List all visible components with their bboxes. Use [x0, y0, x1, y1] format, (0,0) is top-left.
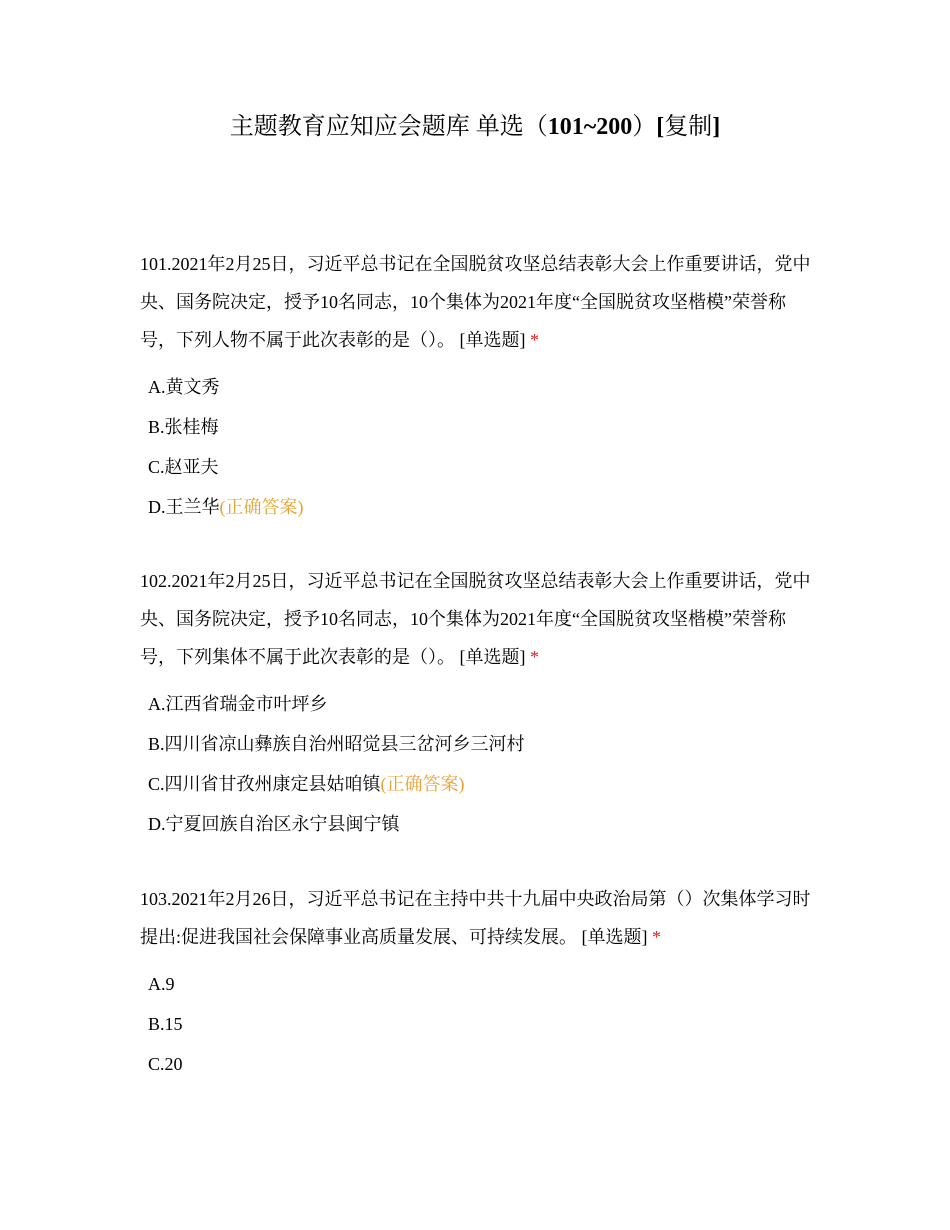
title-bracket-open: [: [656, 114, 665, 140]
option-a[interactable]: [140, 367, 820, 407]
option-label: B.四川省凉山彝族自治州昭觉县三岔河乡三河村: [148, 734, 525, 754]
option-label: B.张桂梅: [148, 417, 219, 437]
required-star: *: [530, 647, 539, 667]
option-label: D.宁夏回族自治区永宁县闽宁镇: [148, 814, 400, 834]
option-list: [140, 367, 820, 527]
option-d[interactable]: [140, 804, 820, 844]
option-c[interactable]: [140, 447, 820, 487]
title-bracket-close: ]: [712, 114, 721, 140]
title-copy-label: 复制: [664, 114, 713, 140]
question-text: [140, 245, 820, 359]
option-label: C.20: [148, 1054, 183, 1074]
option-label: D.王兰华: [148, 497, 220, 517]
option-list: [140, 684, 820, 844]
option-b[interactable]: [140, 724, 820, 764]
correct-answer-tag: (正确答案): [219, 497, 304, 517]
option-label: A.黄文秀: [148, 377, 220, 397]
question-stem: 101.2021年2月25日，习近平总书记在全国脱贫攻坚总结表彰大会上作重要讲话，党中央、国务院决定，授予10名同志，10个集体为2021年度“全国脱贫攻坚楷模”荣誉称号，下列人物不属于此次表彰的是（）。 [单选题]: [140, 254, 811, 350]
question-text: [140, 880, 820, 956]
question-text: [140, 562, 820, 676]
option-a[interactable]: [140, 964, 820, 1004]
option-c[interactable]: [140, 1044, 820, 1084]
title-close-paren: ）: [632, 114, 657, 140]
title-range: 101~200: [547, 114, 633, 140]
option-list: [140, 964, 820, 1084]
option-c[interactable]: [140, 764, 820, 804]
correct-answer-tag: (正确答案): [380, 774, 465, 794]
title-main: 主题教育应知应会题库 单选（: [229, 114, 548, 140]
required-star: *: [530, 330, 539, 350]
option-b[interactable]: [140, 1004, 820, 1044]
option-label: C.四川省甘孜州康定县姑咱镇: [148, 774, 381, 794]
option-d[interactable]: [140, 487, 820, 527]
question-stem: 103.2021年2月26日，习近平总书记在主持中共十九届中央政治局第（）次集体学习时提出:促进我国社会保障事业高质量发展、可持续发展。 [单选题]: [140, 889, 811, 947]
option-label: C.赵亚夫: [148, 457, 219, 477]
required-star: *: [652, 927, 661, 947]
question-stem: 102.2021年2月25日，习近平总书记在全国脱贫攻坚总结表彰大会上作重要讲话，党中央、国务院决定，授予10名同志，10个集体为2021年度“全国脱贫攻坚楷模”荣誉称号，下列集体不属于此次表彰的是（）。 [单选题]: [140, 571, 811, 667]
option-label: B.15: [148, 1014, 183, 1034]
option-label: A.江西省瑞金市叶坪乡: [148, 694, 328, 714]
option-label: A.9: [148, 974, 175, 994]
question-103: [140, 880, 820, 1084]
option-b[interactable]: [140, 407, 820, 447]
option-a[interactable]: [140, 684, 820, 724]
question-101: [140, 245, 820, 527]
question-102: [140, 562, 820, 844]
page-title: [0, 110, 950, 144]
